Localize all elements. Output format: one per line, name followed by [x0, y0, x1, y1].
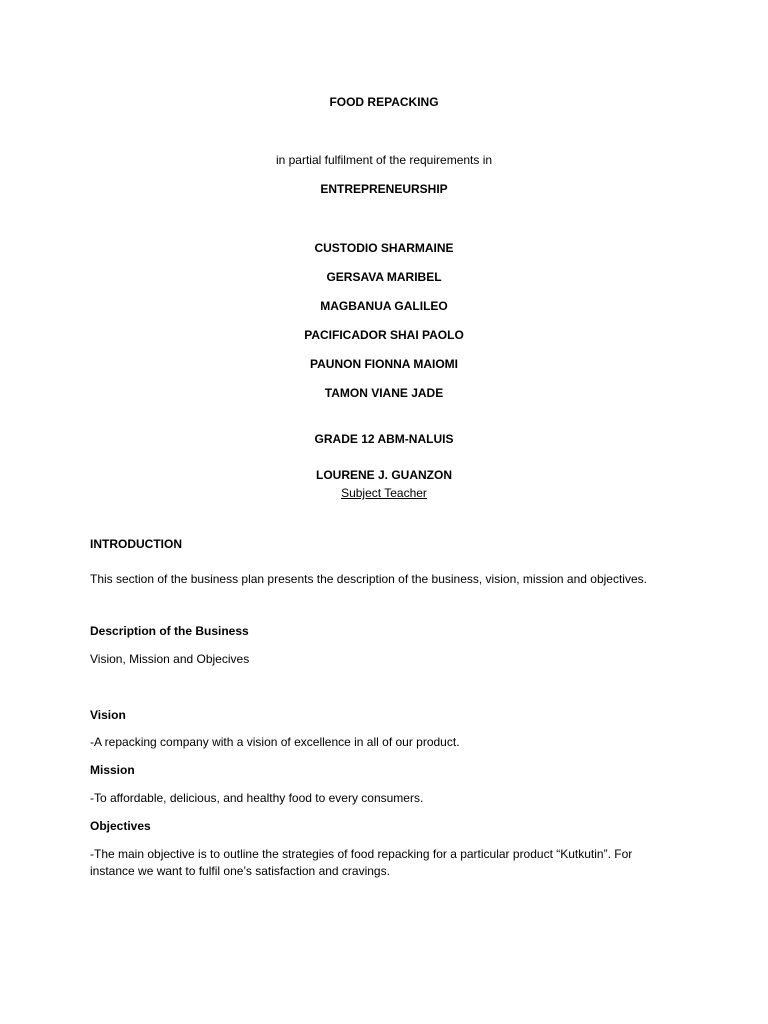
introduction-text: This section of the business plan presents the description of the business, vision, mission and objectives. [90, 572, 647, 586]
member-name: MAGBANUA GALILEO [320, 299, 448, 313]
objectives-text-line-1: -The main objective is to outline the strategies of food repacking for a particular product “Kutkutin”. For [90, 847, 633, 861]
description-text: Vision, Mission and Objecives [90, 652, 250, 666]
teacher-role: Subject Teacher [341, 486, 427, 500]
description-heading: Description of the Business [90, 624, 249, 638]
objectives-text-line-2: instance we want to fulfil one’s satisfaction and cravings. [90, 864, 390, 878]
requirement-line: in partial fulfilment of the requirements in [275, 153, 493, 167]
member-name: PAUNON FIONNA MAIOMI [310, 357, 458, 371]
mission-text: -To affordable, delicious, and healthy food to every consumers. [90, 791, 424, 805]
member-name: TAMON VIANE JADE [324, 386, 444, 400]
vision-heading: Vision [90, 708, 126, 722]
grade-section: GRADE 12 ABM-NALUIS [314, 432, 454, 446]
member-name: PACIFICADOR SHAI PAOLO [304, 328, 464, 342]
vision-text: -A repacking company with a vision of excellence in all of our product. [90, 735, 460, 749]
mission-heading: Mission [90, 763, 135, 777]
objectives-heading: Objectives [90, 819, 151, 833]
member-name: GERSAVA MARIBEL [326, 270, 442, 284]
subject-name: ENTREPRENEURSHIP [320, 182, 448, 196]
introduction-heading: INTRODUCTION [90, 537, 182, 551]
document-title: FOOD REPACKING [329, 95, 439, 109]
member-name: CUSTODIO SHARMAINE [314, 241, 454, 255]
teacher-name: LOURENE J. GUANZON [315, 468, 452, 482]
